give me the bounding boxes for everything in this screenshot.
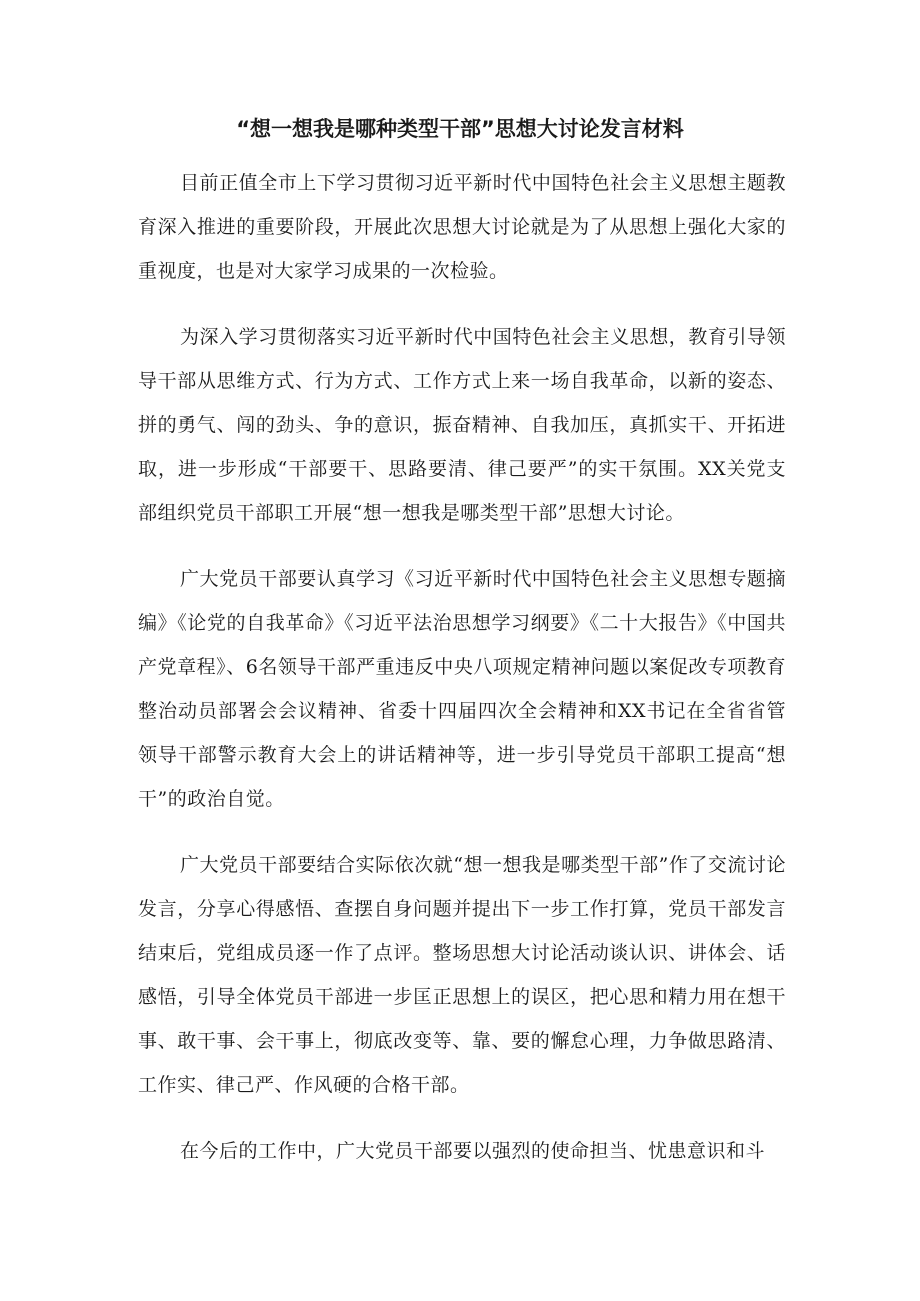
document-body <box>138 161 786 1195</box>
document-title: “想一想我是哪种类型干部”思想大讨论发言材料 <box>236 117 684 141</box>
paragraph-1: 目前正值全市上下学习贯彻习近平新时代中国特色社会主义思想主题教育深入推进的重要阶段，开展此次思想大讨论就是为了从思想上强化大家的重视度，也是对大家学习成果的一次检验。 <box>138 172 786 282</box>
paragraph-2: 为深入学习贯彻落实习近平新时代中国特色社会主义思想，教育引导领导干部从思维方式、行为方式、工作方式上来一场自我革命，以新的姿态、拼的勇气、闯的劲头、争的意识，振奋精神、自我加压，真抓实干、开拓进取，进一步形成“干部要干、思路要清、律己要严”的实干氛围。XX关党支部组织党员干部职工开展“想一想我是哪类型干部”思想大讨论。 <box>138 326 786 524</box>
paragraph-5: 在今后的工作中，广大党员干部要以强烈的使命担当、忧患意识和斗 <box>180 1140 766 1162</box>
paragraph-3: 广大党员干部要认真学习《习近平新时代中国特色社会主义思想专题摘编》《论党的自我革命》《习近平法治思想学习纲要》《二十大报告》《中国共产党章程》、6名领导干部严重违反中央八项规定精神问题以案促改专项教育整治动员部署会会议精神、省委十四届四次全会精神和XX书记在全省省管领导干部警示教育大会上的讲话精神等，进一步引导党员干部职工提高“想干”的政治自觉。 <box>138 568 786 810</box>
paragraph-4: 广大党员干部要结合实际依次就“想一想我是哪类型干部”作了交流讨论发言，分享心得感悟、查摆自身问题并提出下一步工作打算，党员干部发言结束后，党组成员逐一作了点评。整场思想大讨论活动谈认识、讲体会、话感悟，引导全体党员干部进一步匡正思想上的误区，把心思和精力用在想干事、敢干事、会干事上，彻底改变等、靠、要的懈怠心理，力争做思路清、工作实、律己严、作风硬的合格干部。 <box>138 854 786 1096</box>
